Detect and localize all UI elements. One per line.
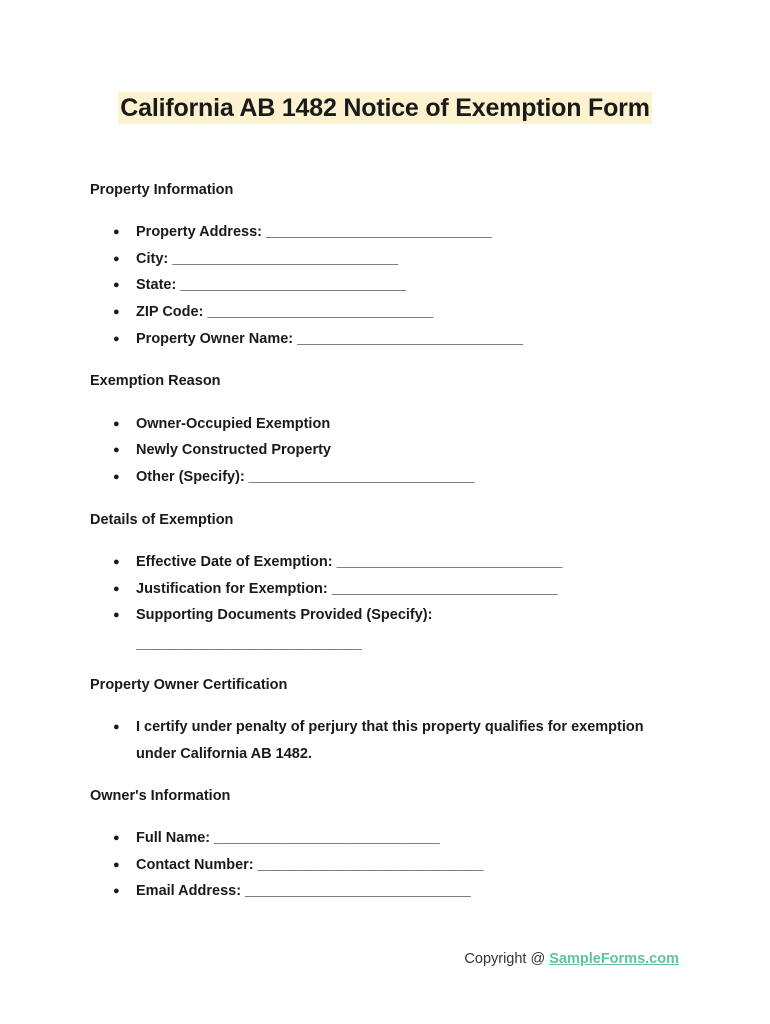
bullet-icon: ● bbox=[113, 609, 120, 621]
bullet-icon: ● bbox=[113, 471, 120, 483]
section-heading-property: Property Information bbox=[90, 182, 234, 198]
copyright-prefix: Copyright @ bbox=[464, 951, 550, 967]
field-other-specify: Other (Specify): ____________________________ bbox=[136, 469, 475, 485]
page-title: California AB 1482 Notice of Exemption Form bbox=[120, 94, 650, 122]
bullet-icon: ● bbox=[113, 885, 120, 897]
certification-statement: I certify under penalty of perjury that this property qualifies for exemption bbox=[136, 719, 644, 735]
list-item bbox=[113, 415, 330, 433]
field-state: State: ____________________________ bbox=[136, 277, 407, 293]
list-item bbox=[113, 553, 562, 571]
list-item bbox=[113, 882, 471, 900]
bullet-icon: ● bbox=[113, 721, 120, 733]
bullet-icon: ● bbox=[113, 556, 120, 568]
title-wrap bbox=[0, 92, 770, 124]
list-item bbox=[113, 856, 483, 874]
sampleforms-link[interactable]: SampleForms.com bbox=[549, 951, 679, 967]
list-item bbox=[113, 223, 492, 241]
bullet-icon: ● bbox=[113, 444, 120, 456]
list-item bbox=[113, 250, 398, 268]
list-item bbox=[113, 441, 331, 459]
bullet-icon: ● bbox=[113, 583, 120, 595]
field-property-owner-name: Property Owner Name: ____________________________ bbox=[136, 331, 523, 347]
section-heading-owner-info: Owner's Information bbox=[90, 788, 231, 804]
field-full-name: Full Name: ____________________________ bbox=[136, 830, 440, 846]
bullet-icon: ● bbox=[113, 306, 120, 318]
list-item bbox=[113, 606, 432, 624]
field-property-address: Property Address: ____________________________ bbox=[136, 224, 492, 240]
list-item bbox=[113, 468, 475, 486]
bullet-icon: ● bbox=[113, 859, 120, 871]
section-heading-certification: Property Owner Certification bbox=[90, 677, 288, 693]
bullet-icon: ● bbox=[113, 253, 120, 265]
list-item bbox=[113, 330, 523, 348]
field-supporting-documents-line: ____________________________ bbox=[136, 636, 362, 652]
section-heading-exemption-reason: Exemption Reason bbox=[90, 373, 221, 389]
field-email-address: Email Address: ____________________________ bbox=[136, 883, 471, 899]
bullet-icon: ● bbox=[113, 832, 120, 844]
list-item bbox=[113, 276, 406, 294]
bullet-icon: ● bbox=[113, 226, 120, 238]
certification-statement-continuation: under California AB 1482. bbox=[136, 746, 312, 762]
field-supporting-documents: Supporting Documents Provided (Specify): bbox=[136, 607, 433, 623]
field-effective-date: Effective Date of Exemption: ____________________________ bbox=[136, 554, 563, 570]
bullet-icon: ● bbox=[113, 333, 120, 345]
bullet-icon: ● bbox=[113, 418, 120, 430]
list-item bbox=[113, 718, 644, 736]
option-newly-constructed: Newly Constructed Property bbox=[136, 442, 331, 458]
field-city: City: ____________________________ bbox=[136, 251, 399, 267]
option-owner-occupied: Owner-Occupied Exemption bbox=[136, 416, 331, 432]
bullet-icon: ● bbox=[113, 279, 120, 291]
field-zip-code: ZIP Code: ____________________________ bbox=[136, 304, 434, 320]
field-justification: Justification for Exemption: ____________________________ bbox=[136, 581, 558, 597]
list-item bbox=[113, 303, 433, 321]
list-item bbox=[113, 580, 558, 598]
copyright-footer bbox=[464, 950, 679, 968]
list-item bbox=[113, 829, 440, 847]
section-heading-details: Details of Exemption bbox=[90, 512, 234, 528]
field-contact-number: Contact Number: ____________________________ bbox=[136, 857, 484, 873]
